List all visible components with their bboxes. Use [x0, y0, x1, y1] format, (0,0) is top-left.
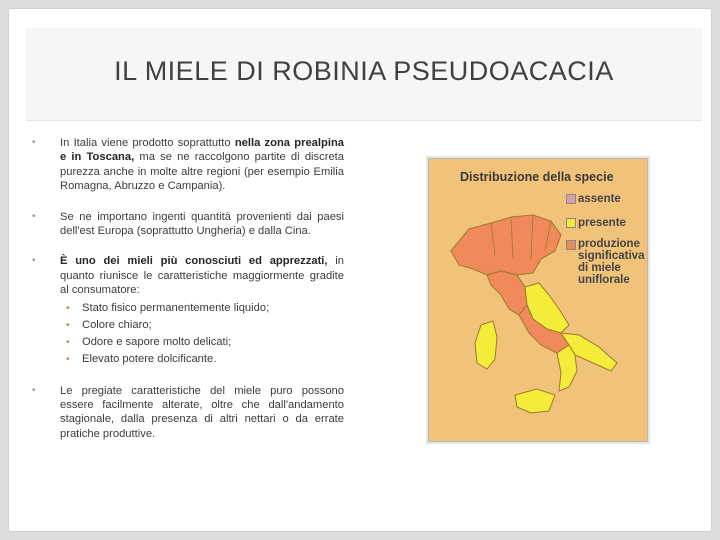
- sub-list: [60, 300, 344, 368]
- legend-label-presente: presente: [578, 217, 626, 229]
- title-band: [26, 28, 702, 121]
- sub-item: • Colore chiaro;: [66, 318, 152, 331]
- legend-swatch-produzione: [566, 240, 576, 250]
- legend-swatch-presente: [566, 218, 576, 228]
- bullet-dot: •: [32, 137, 36, 148]
- tuscany-region: [487, 271, 527, 315]
- bullet-dot: •: [32, 210, 36, 222]
- sardinia-region: [475, 321, 497, 369]
- bullet-list: [32, 136, 344, 457]
- slide-title: IL MIELE DI ROBINIA PSEUDOACACIA: [114, 56, 614, 86]
- bullet-2: • Se ne importano ingenti quantità provenienti dai paesi dell'est Europa (soprattutto Ungheria) e dalla Cina.: [32, 210, 344, 238]
- bullet-4: • Le pregiate caratteristiche del miele puro possono essere facilmente alterate, oltre che dall'andamento stagionale, dalla presenza di altri nettari o da errate pratiche produttive.: [32, 384, 344, 440]
- emphasis: nella zona prealpina e in Toscana,: [60, 137, 344, 164]
- emphasis: È uno dei mieli più conosciuti ed apprezzati,: [60, 255, 328, 268]
- bullet-dot: •: [32, 384, 36, 396]
- sub-item: • Elevato potere dolcificante.: [66, 352, 217, 365]
- sub-item: • Stato fisico permanentemente liquido;: [66, 301, 270, 314]
- sicily-region: [515, 389, 555, 413]
- legend-label-assente: assente: [578, 193, 621, 205]
- north-italy-region: [451, 215, 561, 275]
- legend-swatch-assente: [566, 194, 576, 204]
- map-title: Distribuzione della specie: [460, 170, 614, 184]
- bullet-3: • È uno dei mieli più conosciuti ed apprezzati, in quanto riunisce le caratteristiche maggiormente gradite al consumatore: • Stato fisico permanentemente liquido; • Colore chiaro; • Odore e sapore molto delicati; • Elevato potere dolcificante.: [32, 254, 344, 367]
- legend-label-produzione: produzione significativa di miele uniflorale: [578, 238, 645, 286]
- bullet-dot: •: [32, 255, 36, 267]
- bullet-1: • In Italia viene prodotto soprattutto nella zona prealpina e in Toscana, ma se ne raccolgono partite di discreta purezza anche in molte altre regioni (per esempio Emilia Romagna, Abruzzo e Campania).: [32, 137, 345, 193]
- sub-item: • Odore e sapore molto delicati;: [66, 335, 232, 348]
